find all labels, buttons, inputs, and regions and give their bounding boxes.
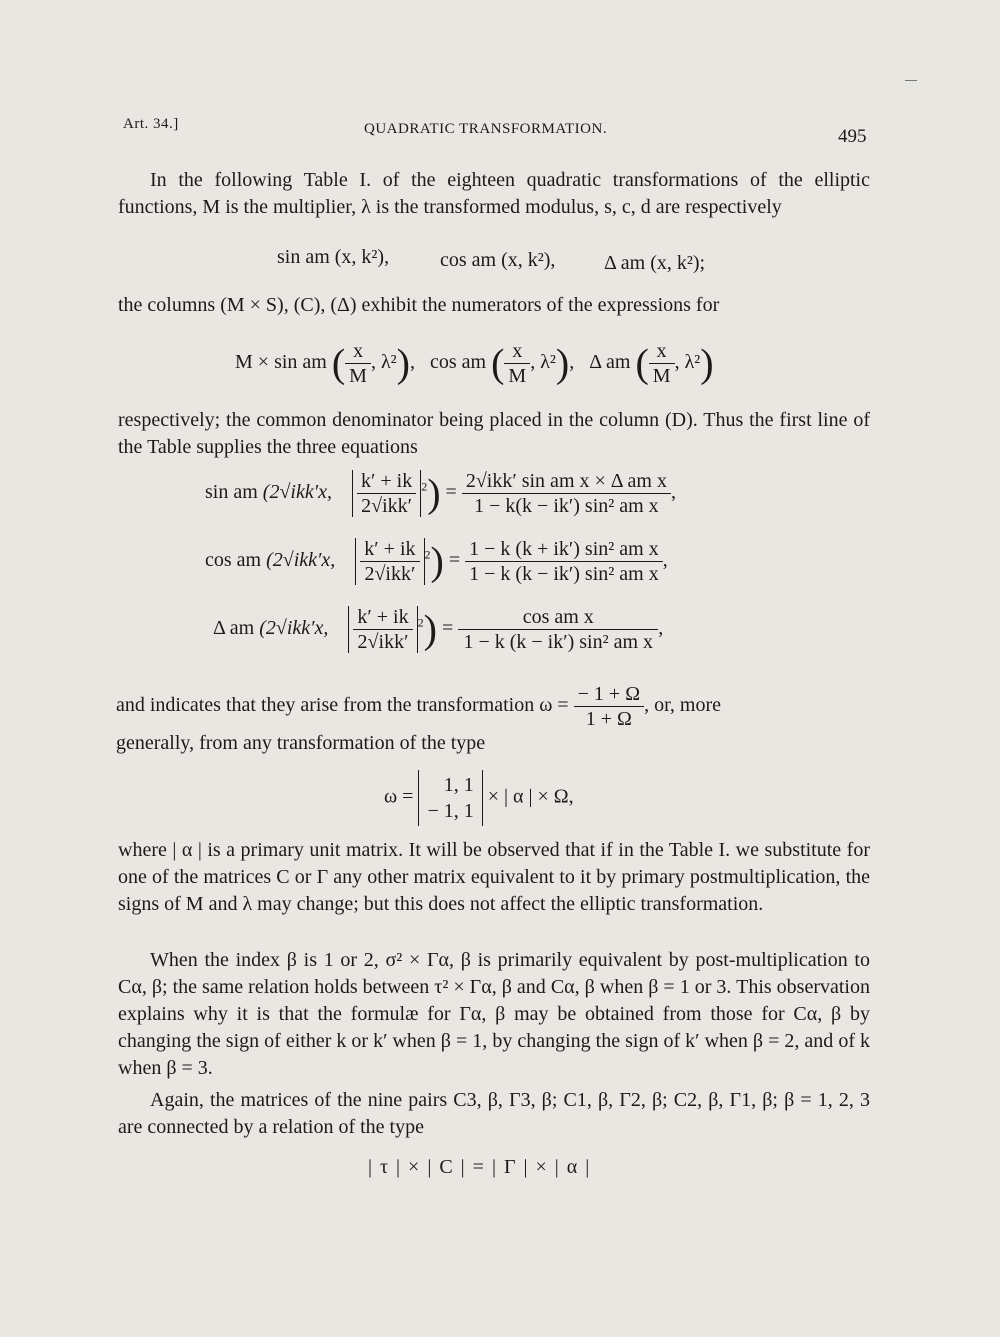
eq-tail: , — [662, 549, 668, 572]
frac-num: x — [345, 340, 371, 364]
mod-num: k′ + ik — [360, 538, 419, 562]
paragraph-columns — [118, 292, 870, 319]
frac-den: M — [349, 365, 367, 387]
eq-tail: , — [670, 481, 676, 504]
paragraph-text: Again, the matrices of the nine pairs C3, β, Γ3, β; C1, β, Γ2, β; C2, β, Γ1, β; β = 1, 2, 3 are connected by a relation of the type — [118, 1089, 870, 1138]
equation-row-2: cos am (2√ikk′x, $\frac{k' + ik}{\text{2√ikk′}}$ $^2$) = $\frac{\text{1 − k (k + ik′) sin² am x}}{\text{1 − k (k − ik′) sin² am x}}$ , — [205, 538, 668, 585]
equation-cos-am: cos am (x, k²), — [440, 249, 556, 271]
frac-den: M — [652, 365, 671, 387]
paragraph-generally: generally, from any transformation of the type — [116, 732, 486, 754]
expr-msinam: M × sin am — [235, 351, 327, 374]
mod-den: 2√ikk′ — [357, 631, 409, 653]
equation-relation: | τ | × | C | = | Γ | × | α | — [368, 1156, 590, 1178]
equation-omega — [384, 770, 574, 826]
lambda: λ² — [380, 351, 397, 374]
paragraph-text: the columns (M × S), (C), (Δ) exhibit the numerators of the expressions for — [118, 294, 720, 316]
omega-rhs: × | α | × Ω, — [487, 785, 574, 808]
mod-den: 2√ikk′ — [364, 563, 416, 585]
omega-lhs: ω = — [384, 785, 414, 808]
matrix — [418, 770, 482, 826]
eq-lhs: cos am — [205, 549, 262, 572]
rhs-den: 1 − k (k − ik′) sin² am x — [463, 631, 654, 653]
matrix-row-2: − 1, 1 — [427, 800, 474, 822]
mod-num: k′ + ik — [353, 606, 412, 630]
paragraph-text: respectively; the common denominator being placed in the column (D). Thus the first line of the Table supplies the three equations — [118, 409, 870, 458]
eq-arg: (2√ikk′x, — [259, 617, 329, 640]
equation-delta-am: Δ am (x, k²); — [604, 252, 706, 274]
margin-mark — [905, 80, 917, 81]
paragraph-text: When the index β is 1 or 2, σ² × Γα, β is primarily equivalent by post-multiplication to Cα, β; the same relation holds between τ² × Γα, β and Cα, β when β = 1 or 3. This observation explains why it is that the formulæ for Γα, β may be obtained from those for Cα, β by changing the sign of either k or k′ when β = 1, by changing the sign of k′ when β = 2, and of k when β = 3. — [118, 949, 870, 1079]
paragraph-text: In the following Table I. of the eighteen quadratic transformations of the elliptic functions, M is the multiplier, λ is the transformed modulus, s, c, d are respectively — [118, 169, 870, 218]
rhs-num: 1 − k (k + ik′) sin² am x — [465, 538, 663, 562]
paragraph-denominator — [118, 407, 870, 461]
omega-frac-den: 1 + Ω — [585, 708, 632, 730]
eq-lhs: sin am — [205, 481, 258, 504]
paragraph-text: , or, more — [644, 694, 722, 717]
equation-expressions: M × sin am ( $\frac{x}{M}$ , λ²), cos am ( $\frac{x}{M}$ , λ²), Δ am ( $\frac{x}{M}$ , λ²) — [235, 340, 714, 387]
rhs-den: 1 − k(k − ik′) sin² am x — [474, 495, 659, 517]
mod-den: 2√ikk′ — [361, 495, 413, 517]
paragraph-unit-matrix — [118, 837, 870, 918]
equation-sin-am: sin am (x, k²), — [277, 246, 390, 268]
paragraph-transformation — [116, 683, 721, 730]
lambda: λ² — [540, 351, 556, 374]
page-number: 495 — [838, 126, 867, 147]
expr-cosam: cos am — [430, 351, 487, 374]
frac-num: x — [504, 340, 530, 364]
header-article: Art. 34.] — [123, 116, 179, 132]
eq-tail: , — [658, 617, 664, 640]
matrix-row-1: 1, 1 — [443, 774, 474, 796]
eq-arg: (2√ikk′x, — [262, 481, 332, 504]
expr-deltaam: Δ am — [589, 351, 631, 374]
eq-lhs: Δ am — [213, 617, 255, 640]
paragraph-text: where | α | is a primary unit matrix. It will be observed that if in the Table I. we substitute for one of the matrices C or Γ any other matrix equivalent to it by primary postmultiplication, the signs of M and λ may change; but this does not affect the elliptic transformation. — [118, 839, 870, 915]
frac-den: M — [508, 365, 527, 387]
omega-frac-num: − 1 + Ω — [574, 683, 644, 707]
rhs-num: cos am x — [458, 606, 658, 630]
paragraph-text: and indicates that they arise from the transformation ω = — [116, 694, 569, 717]
header-title: QUADRATIC TRANSFORMATION. — [364, 121, 608, 137]
eq-arg: (2√ikk′x, — [266, 549, 336, 572]
frac-num: x — [649, 340, 675, 364]
paragraph-nine-pairs — [118, 1087, 870, 1141]
paragraph-index — [118, 947, 870, 1082]
rhs-den: 1 − k (k − ik′) sin² am x — [469, 563, 659, 585]
mod-num: k′ + ik — [357, 470, 416, 494]
lambda: λ² — [684, 351, 701, 374]
paragraph-intro — [118, 167, 870, 221]
rhs-num: 2√ikk′ sin am x × Δ am x — [462, 470, 671, 494]
equation-row-1: sin am (2√ikk′x, $\frac{k' + ik}{\text{2√ikk′}}$ $^2$) = $\frac{\text{2√ikk′ sin am x × Δ am x}}{\text{1 − k(k − ik′) sin² am x}}$ , — [205, 470, 676, 517]
equation-row-3: Δ am (2√ikk′x, $\frac{k' + ik}{\text{2√ikk′}}$ $^2$) = $\frac{\text{cos am x}}{\text{1 − k (k − ik′) sin² am x}}$ , — [213, 606, 664, 653]
